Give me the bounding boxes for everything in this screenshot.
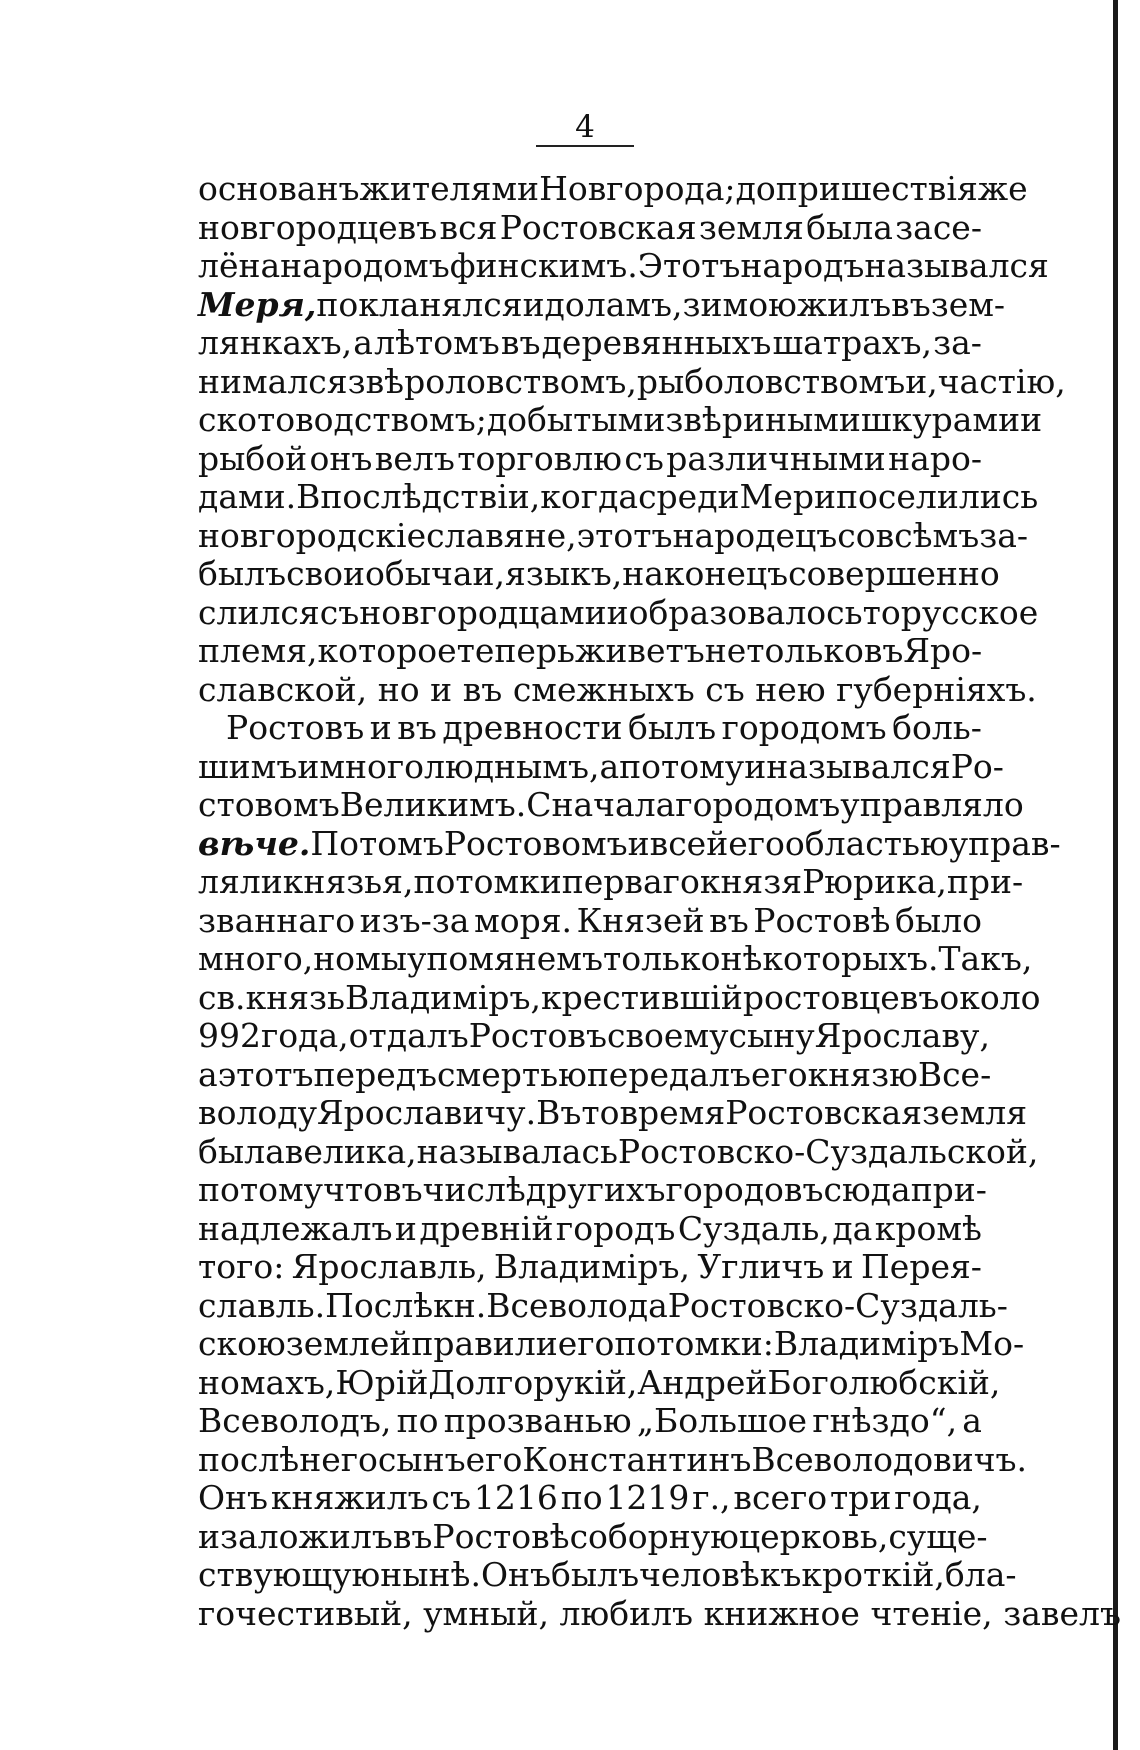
- word: Мо-: [959, 1324, 1025, 1363]
- text-line: [198, 246, 1049, 286]
- word: да: [832, 1208, 873, 1248]
- word: Яро-: [903, 631, 983, 670]
- word: и: [198, 1516, 220, 1556]
- word: народъ: [740, 246, 865, 285]
- word: свои: [286, 554, 366, 593]
- word: князю: [807, 1054, 918, 1094]
- word: смежныхъ: [512, 669, 695, 709]
- word: и: [430, 669, 453, 709]
- word: прозванью: [443, 1401, 632, 1440]
- word: частію,: [937, 361, 1066, 401]
- word: Ростовско-Суздальской,: [617, 1131, 1039, 1171]
- word: только: [602, 939, 721, 978]
- word: Ростовско-Суздаль-: [667, 1285, 1008, 1325]
- word: было: [895, 900, 982, 940]
- word: Меря,: [198, 284, 317, 324]
- word: слился: [198, 592, 320, 632]
- word: упомянемъ: [407, 939, 603, 978]
- word: въ: [392, 1516, 433, 1556]
- text-line: [198, 1248, 982, 1287]
- word: Сначала: [526, 785, 676, 824]
- word: поселились: [835, 477, 1039, 516]
- word: наконецъ: [622, 554, 789, 593]
- text-line: [198, 632, 982, 671]
- word: другихъ: [525, 1170, 666, 1209]
- word: св.: [198, 977, 246, 1017]
- word: Всеволодъ,: [198, 1401, 392, 1440]
- word: кн.: [433, 1285, 487, 1325]
- word: кроткій,: [801, 1555, 945, 1594]
- word: въ: [500, 323, 541, 362]
- word: 992: [198, 1016, 261, 1055]
- word: соборную: [569, 1516, 739, 1556]
- word: перваго: [561, 862, 700, 901]
- text-line: [198, 1362, 1001, 1403]
- word: губерніяхъ.: [836, 669, 1037, 709]
- word: моря.: [474, 900, 573, 940]
- word: образовалось: [628, 592, 863, 632]
- word: племя,: [198, 631, 318, 670]
- word: звѣроловствомъ,: [347, 361, 637, 401]
- text-line: [198, 1516, 988, 1557]
- word: управляло: [840, 785, 1024, 824]
- word: совсѣмъ: [837, 515, 980, 555]
- text-line: [198, 1093, 1028, 1133]
- word: звѣриными: [665, 400, 861, 439]
- word: шатрахъ,: [772, 323, 932, 362]
- word: была: [806, 207, 893, 247]
- word: званнаго: [198, 900, 356, 940]
- text-line: [198, 977, 1041, 1018]
- word: финскимъ.: [449, 246, 638, 285]
- word: Новгорода;: [539, 169, 736, 208]
- word: Онъ: [198, 1478, 269, 1517]
- word: славяне,: [426, 515, 577, 555]
- word: Владиміръ: [773, 1324, 960, 1363]
- word: много,: [198, 939, 314, 978]
- word: передалъ: [586, 1054, 751, 1094]
- word: Всеволодовичъ.: [751, 1439, 1028, 1479]
- text-line: [198, 1555, 1017, 1595]
- word: назывался: [766, 746, 951, 786]
- word: народецъ: [672, 515, 838, 555]
- word: древности: [442, 708, 623, 747]
- word: Ростовская: [725, 1093, 923, 1132]
- word: Ростовѣ: [753, 900, 891, 940]
- word: лянкахъ,: [198, 323, 353, 362]
- word: идоламъ,: [522, 284, 683, 324]
- word: лѣтомъ: [374, 323, 500, 362]
- word: и: [369, 708, 392, 747]
- word: при-: [910, 1170, 987, 1209]
- text-line: [198, 1170, 987, 1210]
- word: его: [557, 1324, 615, 1363]
- word: Послѣ: [325, 1285, 434, 1325]
- word: и: [744, 746, 767, 786]
- word: него: [299, 1439, 378, 1479]
- word: его: [465, 1439, 523, 1479]
- text-line: [198, 324, 982, 363]
- word: ствующую: [198, 1555, 381, 1594]
- word: сюда: [823, 1170, 911, 1209]
- word: гнѣздо“,: [812, 1401, 958, 1440]
- word: Ростовомъ: [443, 823, 628, 863]
- word: областью: [784, 823, 949, 863]
- word: но: [377, 669, 420, 709]
- word: потому: [198, 1170, 324, 1209]
- word: же: [977, 169, 1028, 208]
- word: а: [962, 1401, 982, 1440]
- word: пришествія: [775, 169, 978, 208]
- word: правили: [411, 1324, 558, 1363]
- word: покланялся: [316, 284, 523, 324]
- word: наро-: [888, 438, 982, 478]
- word: въ: [891, 284, 931, 324]
- word: потому: [619, 746, 745, 786]
- word: земля: [698, 207, 804, 247]
- word: Въ: [536, 1093, 582, 1132]
- word: потомки:: [614, 1324, 774, 1363]
- word: Перея-: [861, 1247, 982, 1286]
- word: за-: [979, 515, 1029, 555]
- word: съ: [431, 1478, 471, 1517]
- word: что: [323, 1170, 384, 1209]
- word: то: [862, 592, 901, 632]
- page-number-rule: [536, 145, 634, 147]
- text-line: [198, 1439, 1028, 1480]
- word: только: [746, 631, 864, 670]
- word: и: [1020, 400, 1043, 439]
- word: въ: [397, 708, 437, 747]
- text-line: [198, 361, 1066, 402]
- word: народомъ: [280, 246, 450, 285]
- word: назывался: [864, 246, 1049, 285]
- word: шимъ: [198, 746, 298, 786]
- word: управ-: [948, 823, 1061, 863]
- word: не: [704, 631, 747, 670]
- word: новгородцами: [359, 592, 607, 632]
- word: дами.: [198, 477, 297, 516]
- word: жилъ: [796, 284, 892, 324]
- word: князья,: [282, 862, 414, 901]
- word: засе-: [895, 207, 982, 247]
- word: Ярославу,: [814, 1016, 990, 1055]
- word: Ро-: [950, 746, 1004, 786]
- word: рыболовствомъ: [636, 361, 906, 401]
- word: Всеволода: [486, 1285, 668, 1325]
- word: Ростовъ: [226, 708, 365, 747]
- text-line: [198, 1324, 1025, 1364]
- word: потомки: [413, 862, 562, 901]
- word: когда: [540, 477, 639, 516]
- word: время: [619, 1093, 726, 1132]
- word: изъ-за: [359, 900, 470, 940]
- word: Онъ: [480, 1555, 551, 1594]
- word: всего: [733, 1478, 828, 1517]
- word: торговлю: [457, 438, 622, 478]
- word: нимался: [198, 361, 348, 401]
- word: за-: [933, 323, 982, 362]
- word: земля: [922, 1093, 1028, 1132]
- word: былъ: [628, 708, 717, 747]
- word: 1216: [473, 1478, 558, 1517]
- word: володу: [198, 1093, 318, 1132]
- word: рыбой: [198, 438, 308, 478]
- word: добытыми: [486, 400, 666, 439]
- word: то: [581, 1093, 620, 1132]
- word: года,: [894, 1478, 982, 1517]
- text-line: [198, 1210, 982, 1249]
- word: передъ: [313, 1054, 438, 1094]
- word: Владиміръ,: [493, 1247, 690, 1286]
- text-line: [198, 284, 1006, 325]
- text-line: [198, 862, 1024, 902]
- word: городовъ: [665, 1170, 824, 1209]
- word: Ростовъ: [468, 1016, 607, 1055]
- word: суще-: [888, 1516, 988, 1556]
- word: около: [939, 977, 1041, 1017]
- word: Потомъ: [310, 823, 444, 863]
- word: и: [831, 1247, 854, 1286]
- word: Такъ,: [938, 939, 1033, 978]
- word: нѣкоторыхъ.: [720, 939, 939, 978]
- word: нею: [755, 669, 826, 709]
- word: смертью: [437, 1054, 587, 1094]
- word: а: [353, 323, 373, 362]
- word: лёна: [198, 246, 281, 285]
- word: Все-: [917, 1054, 992, 1094]
- word: книжное: [703, 1593, 860, 1633]
- word: новгородцевъ: [198, 207, 438, 247]
- word: древній: [419, 1208, 554, 1248]
- word: городомъ: [721, 708, 887, 747]
- word: числѣ: [422, 1170, 526, 1209]
- word: любилъ: [559, 1593, 694, 1633]
- word: зимою: [682, 284, 797, 324]
- word: скотоводствомъ;: [198, 400, 487, 439]
- word: а: [599, 746, 620, 786]
- word: этотъ: [217, 1054, 314, 1094]
- word: обычаи,: [365, 554, 506, 593]
- word: Ростовѣ: [432, 1516, 570, 1556]
- word: заложилъ: [220, 1516, 393, 1556]
- word: онъ: [309, 438, 373, 478]
- word: Князей: [576, 900, 705, 940]
- word: его: [728, 823, 785, 863]
- body-text: [198, 169, 1121, 1633]
- word: и,: [905, 361, 938, 401]
- word: и: [627, 823, 650, 863]
- word: шкурами: [860, 400, 1021, 439]
- word: ляли: [198, 862, 283, 901]
- word: а: [198, 1054, 218, 1094]
- text-line: [198, 709, 982, 748]
- word: теперь: [456, 631, 576, 670]
- word: скою: [198, 1324, 286, 1363]
- word: князь: [245, 977, 345, 1017]
- text-line: [198, 477, 1039, 517]
- word: живетъ: [575, 631, 705, 670]
- word: зем-: [930, 284, 1006, 324]
- word: мы: [355, 939, 407, 978]
- word: вся: [439, 207, 498, 247]
- word: завелъ: [1003, 1593, 1121, 1633]
- word: Андрей: [637, 1362, 768, 1402]
- word: различными: [666, 438, 886, 478]
- word: Боголюбскій,: [767, 1362, 1001, 1402]
- text-line: [198, 669, 1037, 710]
- word: своему: [606, 1016, 729, 1055]
- word: Впослѣдствіи,: [296, 477, 541, 516]
- text-line: [198, 1593, 1121, 1634]
- word: бла-: [944, 1555, 1017, 1594]
- page-number: 4: [575, 109, 595, 145]
- word: съ: [319, 592, 360, 632]
- word: славль.: [198, 1285, 326, 1325]
- word: церковь,: [738, 1516, 889, 1556]
- word: въ: [863, 631, 904, 670]
- text-line: [198, 1131, 1039, 1172]
- word: велъ: [374, 438, 455, 478]
- word: номахъ,: [198, 1362, 336, 1402]
- word: городомъ: [675, 785, 841, 824]
- word: жителями: [359, 169, 540, 208]
- word: до: [735, 169, 776, 208]
- word: былъ: [198, 554, 287, 593]
- word: по: [396, 1401, 439, 1440]
- word: умный,: [423, 1593, 549, 1633]
- text-line: [198, 785, 1024, 825]
- word: Ярославль,: [291, 1247, 487, 1286]
- page-edge-shadow: [1113, 0, 1118, 1750]
- word: сыну: [728, 1016, 815, 1055]
- word: Ярославичу.: [317, 1093, 537, 1132]
- word: и: [297, 746, 320, 786]
- word: сынъ: [377, 1439, 466, 1479]
- word: Суздаль,: [677, 1208, 830, 1248]
- word: всей: [649, 823, 729, 863]
- word: былъ: [551, 1555, 640, 1594]
- word: многолюднымъ,: [319, 746, 600, 786]
- word: городъ: [555, 1208, 676, 1248]
- word: боль-: [892, 708, 982, 747]
- word: среди: [638, 477, 740, 516]
- word: его: [750, 1054, 808, 1094]
- word: называлась: [416, 1131, 618, 1171]
- text-line: [198, 1479, 982, 1518]
- text-line: [198, 440, 982, 479]
- word: Этотъ: [637, 246, 741, 285]
- word: совершенно: [788, 554, 1000, 593]
- word: славской,: [198, 669, 368, 709]
- text-line: [198, 823, 1061, 864]
- word: которое: [317, 631, 457, 670]
- word: русское: [900, 592, 1039, 632]
- word: года,: [261, 1016, 349, 1055]
- word: Мери: [739, 477, 836, 516]
- text-line: [198, 400, 1043, 440]
- word: Владиміръ,: [344, 977, 542, 1017]
- word: ростовцевъ: [742, 977, 940, 1017]
- text-line: [198, 209, 982, 248]
- text-line: [198, 902, 982, 941]
- word: и: [606, 592, 629, 632]
- word: Великимъ.: [339, 785, 527, 824]
- word: „Большое: [636, 1401, 808, 1440]
- paragraph: [198, 169, 1066, 709]
- word: Рюрика,: [802, 862, 947, 901]
- word: и: [394, 1208, 417, 1248]
- word: въ: [462, 669, 503, 709]
- word: по: [560, 1478, 603, 1517]
- word: князя: [699, 862, 803, 901]
- word: землей: [285, 1324, 412, 1363]
- word: три: [830, 1478, 892, 1517]
- word: языкъ,: [505, 554, 623, 593]
- word: была: [198, 1131, 285, 1171]
- word: но: [313, 939, 356, 978]
- word: при-: [946, 862, 1024, 901]
- word: послѣ: [198, 1439, 300, 1479]
- word: г.,: [692, 1478, 731, 1517]
- word: Константинъ: [522, 1439, 752, 1479]
- word: княжилъ: [270, 1478, 429, 1517]
- word: съ: [705, 669, 745, 709]
- text-line: [198, 1285, 1008, 1326]
- word: гочестивый,: [198, 1593, 413, 1633]
- word: Угличъ: [697, 1247, 825, 1286]
- word: 1219: [605, 1478, 690, 1517]
- word: надлежалъ: [198, 1208, 393, 1248]
- word: новгородскіе: [198, 515, 427, 555]
- text-line: [198, 746, 1004, 787]
- text-line: [198, 1054, 992, 1095]
- text-line: [198, 939, 1033, 979]
- text-line: [198, 1402, 982, 1441]
- word: съ: [624, 438, 664, 478]
- word: того:: [198, 1247, 285, 1286]
- word: велика,: [284, 1131, 417, 1171]
- text-line: [198, 515, 1029, 556]
- word: Юрій: [335, 1362, 429, 1402]
- word: Ростовская: [499, 207, 697, 247]
- text-line: [198, 1016, 990, 1056]
- word: этотъ: [576, 515, 673, 555]
- word: вѣче.: [198, 823, 311, 863]
- word: въ: [709, 900, 749, 940]
- word: кромѣ: [874, 1208, 982, 1248]
- word: человѣкъ: [639, 1555, 802, 1594]
- text-line: [198, 554, 1000, 594]
- word: чтеніе,: [870, 1593, 993, 1633]
- word: Долгорукій,: [428, 1362, 638, 1402]
- text-line: [198, 169, 1028, 209]
- word: отдалъ: [348, 1016, 469, 1055]
- word: крестившій: [541, 977, 743, 1017]
- text-line: [198, 592, 1039, 633]
- word: въ: [383, 1170, 423, 1209]
- word: основанъ: [198, 169, 360, 208]
- word: нынѣ.: [380, 1555, 481, 1594]
- word: стовомъ: [198, 785, 340, 824]
- paragraph: [198, 708, 1121, 1633]
- word: деревянныхъ: [541, 323, 772, 362]
